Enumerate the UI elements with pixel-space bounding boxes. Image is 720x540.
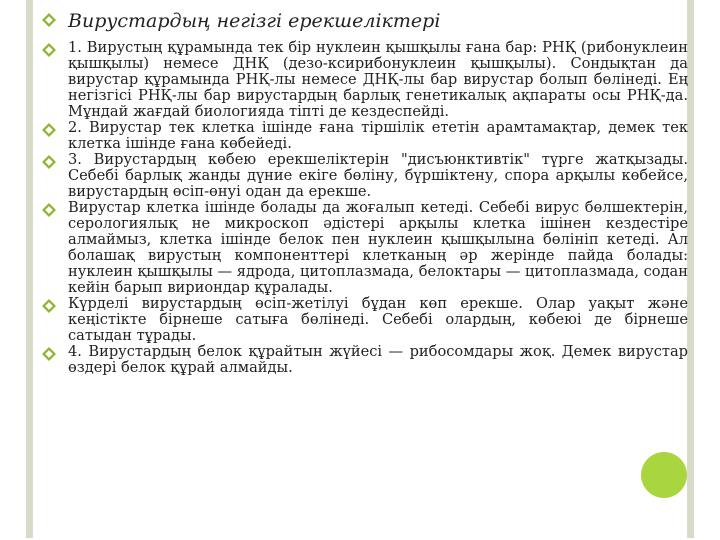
list-item bbox=[42, 344, 692, 376]
slide-title: Вирустардың негізгі ерекшеліктері bbox=[68, 10, 441, 32]
diamond-bullet-icon bbox=[42, 203, 56, 217]
list-item bbox=[42, 296, 692, 344]
diamond-bullet-icon bbox=[42, 43, 56, 57]
list-item-text: 3. Вирустардың көбею ерекшеліктерін "дисъюнктивтік" түрге жатқызады. Себебі барлық жанды дүние екіге бөліну, бүршіктену, спора арқылы көбейсе, вирустардың өсіп-өнуі одан да ерекше. bbox=[68, 151, 688, 200]
list-item-text: 2. Вирустар тек клетка ішінде ғана тіршілік ететін арамтамақтар, демек тек клетка ішінде ғана көбейеді. bbox=[68, 119, 688, 152]
diamond-bullet-icon bbox=[42, 347, 56, 361]
diamond-bullet-icon bbox=[42, 299, 56, 313]
list-item-text: Күрделі вирустардың өсіп-жетілуі бұдан көп ерекше. Олар уақыт және кеңістікте бірнеше сатыға бөлінеді. Себебі олардың, көбеюі де бірнеше сатыдан тұрады. bbox=[68, 295, 688, 344]
list-item-text: 4. Вирустардың белок құрайтын жүйесі — рибосомдары жоқ. Демек вирустар өздері белок құрай алмайды. bbox=[68, 343, 688, 376]
list-item bbox=[42, 200, 692, 296]
list-item bbox=[42, 120, 692, 152]
list-item-text: 1. Вирустың құрамында тек бір нуклеин қышқылы ғана бар: РНҚ (рибонуклеин қышқылы) немесе ДНҚ (дезо-ксирибонуклеин қышқылы). Сондықтан да вирустар құрамында РНҚ-лы немесе ДНҚ-лы бар вирустар болып бөлінеді. Ең негізгісі РНҚ-лы бар вирустардың барлық генетикалық ақпараты осы РНҚ-да. Мұндай жағдай биологияда тіпті де кездеспейді. bbox=[68, 39, 688, 120]
diamond-bullet-icon bbox=[42, 123, 56, 137]
accent-circle bbox=[641, 452, 687, 498]
diamond-bullet-icon bbox=[42, 155, 56, 169]
title-row bbox=[42, 10, 692, 32]
diamond-bullet-icon bbox=[42, 13, 56, 27]
list-item bbox=[42, 40, 692, 120]
list-item bbox=[42, 152, 692, 200]
slide-content bbox=[42, 10, 692, 376]
list-item-text: Вирустар клетка ішінде болады да жоғалып кетеді. Себебі вирус бөлшектерін, серологиялық не микроскоп әдістері арқылы клетка ішінен кездестіре алмаймыз, клетка ішінде белок пен нуклеин қышқылына бөлініп кетеді. Ал болашақ вирустың компоненттері клетканың әр жерінде пайда болады: нуклеин қышқылы — ядрода, цитоплазмада, белоктары — цитоплазмада, содан кейін барып вириондар құралады. bbox=[68, 199, 688, 296]
